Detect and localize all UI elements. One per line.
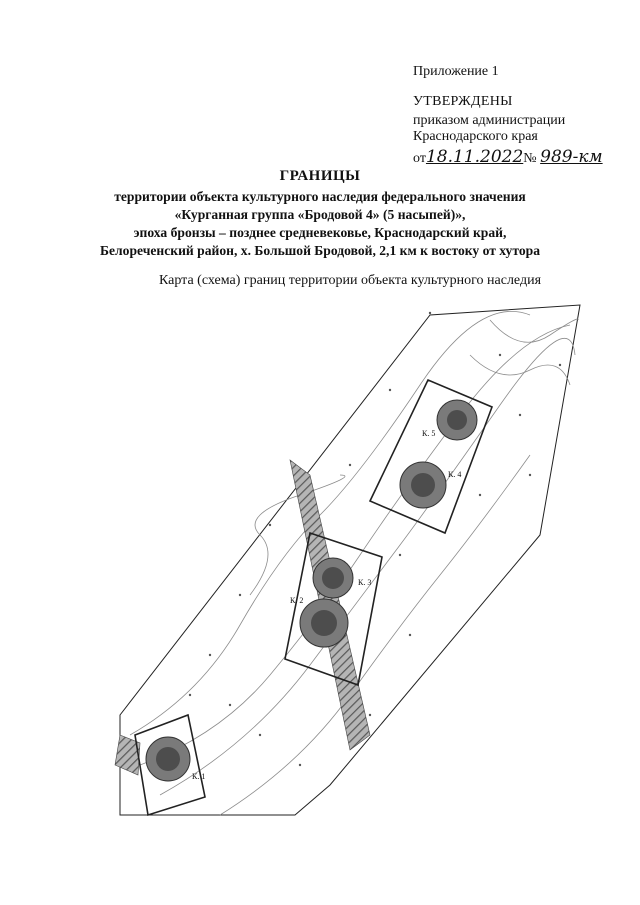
order-date-line — [413, 147, 603, 167]
mound-k5 — [437, 400, 477, 440]
label-k1: К. 1 — [192, 772, 206, 781]
title-line-3: эпоха бронзы – позднее средневековье, Краснодарский край, — [133, 225, 507, 240]
handwritten-date: 18.11.2022 — [425, 147, 524, 167]
title-line-4: Белореченский район, х. Большой Бродовой, 2,1 км к востоку от хутора — [100, 243, 540, 258]
order-line-1: приказом администрации — [413, 113, 566, 128]
map-caption: Карта (схема) границ территории объекта культурного наследия — [158, 273, 542, 288]
mound-k4 — [400, 462, 446, 508]
number-sign: № — [523, 151, 537, 166]
title-line-2: «Курганная группа «Бродовой 4» (5 насыпей)», — [174, 207, 466, 222]
boundary-k4-k5 — [370, 380, 492, 533]
approved-label: УТВЕРЖДЕНЫ — [413, 94, 513, 109]
label-k2: К. 2 — [290, 596, 304, 605]
title-heading: ГРАНИЦЫ — [279, 168, 361, 184]
label-k3: К. 3 — [358, 578, 372, 587]
order-line-2: Краснодарского края — [413, 129, 538, 144]
handwritten-number: 989-км — [540, 147, 603, 167]
territory-map — [100, 295, 620, 845]
mound-k3 — [313, 558, 353, 598]
elevation-marks — [189, 312, 561, 766]
label-k5: К. 5 — [422, 429, 436, 438]
document-title — [0, 168, 640, 260]
label-k4: К. 4 — [448, 470, 462, 479]
mound-k2 — [300, 599, 348, 647]
approval-order — [413, 113, 565, 145]
date-prefix: от — [413, 151, 426, 166]
appendix-label: Приложение 1 — [413, 64, 499, 79]
mound-k1 — [146, 737, 190, 781]
title-line-1: территории объекта культурного наследия федерального значения — [114, 189, 526, 204]
